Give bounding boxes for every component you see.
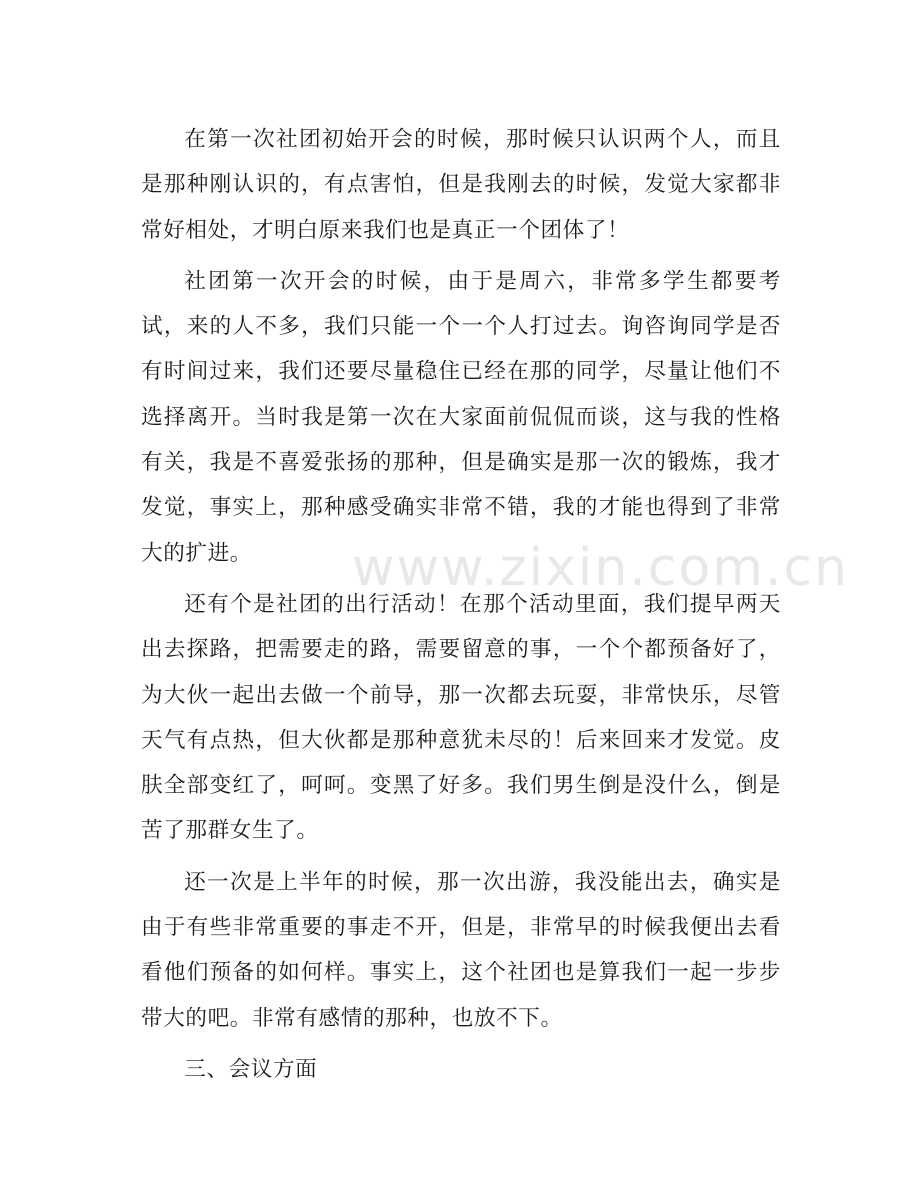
paragraph-3: 还有个是社团的出行活动！在那个活动里面，我们提早两天出去探路，把需要走的路，需要留意的事，一个个都预备好了，为大伙一起出去做一个前导，那一次都去玩耍，非常快乐，尽管天气有点热，但大伙都是那种意犹未尽的！后来回来才发觉。皮肤全部变红了，呵呵。变黑了好多。我们男生倒是没什么，倒是苦了那群女生了。 bbox=[141, 591, 781, 844]
paragraph-1: 在第一次社团初始开会的时候，那时候只认识两个人，而且是那种刚认识的，有点害怕，但是我刚去的时候，发觉大家都非常好相处，才明白原来我们也是真正一个团体了！ bbox=[141, 127, 781, 243]
document-body bbox=[141, 117, 781, 1092]
paragraph-2: 社团第一次开会的时候，由于是周六，非常多学生都要考试，来的人不多，我们只能一个一个人打过去。询咨询同学是否有时间过来，我们还要尽量稳住已经在那的同学，尽量让他们不选择离开。当时我是第一次在大家面前侃侃而谈，这与我的性格有关，我是不喜爱张扬的那种，但是确实是那一次的锻炼，我才发觉，事实上，那种感受确实非常不错，我的才能也得到了非常大的扩进。 bbox=[141, 268, 781, 566]
section-heading: 三、会议方面 bbox=[184, 1056, 318, 1082]
paragraph-4: 还一次是上半年的时候，那一次出游，我没能出去，确实是由于有些非常重要的事走不开，但是，非常早的时候我便出去看看他们预备的如何样。事实上，这个社团也是算我们一起一步步带大的吧。非常有感情的那种，也放不下。 bbox=[141, 869, 781, 1031]
watermark: www.zixin.com.cn bbox=[352, 538, 849, 598]
